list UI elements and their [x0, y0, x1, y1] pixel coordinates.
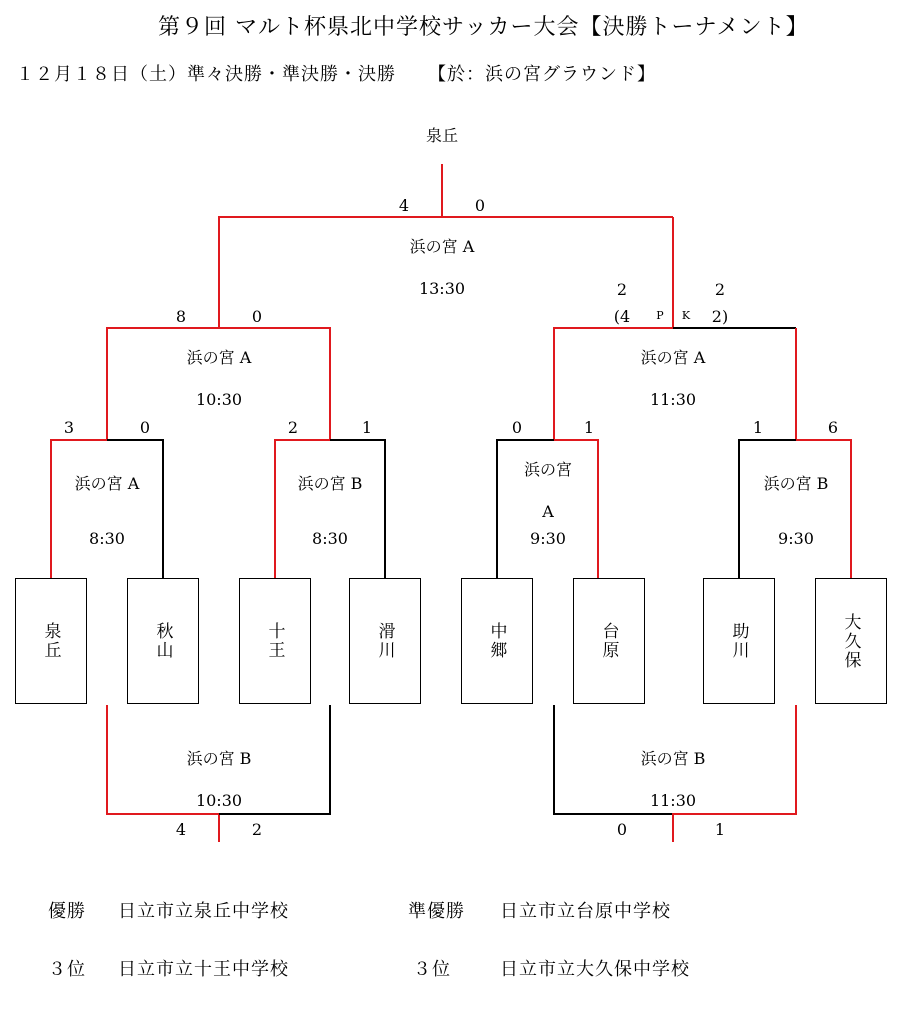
semi-right-pk-right: 2)	[711, 307, 729, 326]
qf3-score-right: 1	[583, 418, 595, 437]
team-name: 台原	[598, 622, 619, 660]
third-place-label-2: ３位	[413, 959, 451, 980]
team-name: 秋山	[152, 622, 173, 660]
team-box-juo	[239, 578, 311, 704]
qf1-loser-line	[107, 440, 163, 578]
semi-left-winner-line-2	[219, 328, 330, 440]
third-right-score-left: 0	[616, 820, 628, 839]
qf4-venue: 浜の宮 B	[763, 474, 829, 493]
semi-right-winner-line	[554, 328, 673, 440]
final-venue: 浜の宮 A	[409, 237, 475, 256]
third-left-score-left: 4	[175, 820, 187, 839]
semi-right-score-right: 2	[714, 280, 726, 299]
team-name: 泉丘	[40, 622, 61, 660]
team-box-akiyama	[127, 578, 199, 704]
team-box-nakago	[461, 578, 533, 704]
third-right-venue: 浜の宮 B	[640, 749, 706, 768]
third-right-winner-line	[673, 705, 796, 842]
team-name: 大久保	[840, 612, 861, 670]
qf1-score-left: 3	[63, 418, 75, 437]
qf3-venue-line2: A	[542, 502, 554, 521]
team-box-izumigaoka	[15, 578, 87, 704]
third-place-label-1: ３位	[48, 959, 86, 980]
runner-up-label: 準優勝	[408, 901, 465, 922]
qf4-score-right: 6	[827, 418, 839, 437]
qf3-score-left: 0	[511, 418, 523, 437]
team-box-daihara	[573, 578, 645, 704]
semi-right-pk-k: K	[681, 309, 691, 322]
champion-label: 優勝	[48, 901, 86, 922]
qf2-loser-line	[330, 440, 385, 578]
qf4-loser-line	[739, 440, 796, 578]
semi-left-score-right: 0	[251, 307, 263, 326]
champion-top-label: 泉丘	[425, 126, 459, 145]
team-box-okubo	[815, 578, 887, 704]
champion-school: 日立市立泉丘中学校	[118, 901, 289, 922]
qf2-time: 8:30	[312, 529, 348, 548]
semi-left-venue: 浜の宮 A	[186, 348, 252, 367]
semi-right-score-left: 2	[616, 280, 628, 299]
qf1-time: 8:30	[89, 529, 125, 548]
final-winner-line	[219, 164, 442, 328]
qf4-time: 9:30	[778, 529, 814, 548]
team-name: 滑川	[374, 622, 395, 660]
venue-label: 【於：浜の宮グラウンド】	[428, 64, 656, 85]
qf2-score-left: 2	[287, 418, 299, 437]
semi-left-winner-line	[107, 328, 219, 440]
qf2-winner-line	[275, 440, 330, 578]
third-left-venue: 浜の宮 B	[186, 749, 252, 768]
semi-right-time: 11:30	[649, 390, 697, 409]
third-left-time: 10:30	[195, 791, 243, 810]
qf2-score-right: 1	[361, 418, 373, 437]
qf4-winner-line	[796, 440, 851, 578]
qf3-venue-line1: 浜の宮	[523, 460, 573, 479]
qf1-score-right: 0	[139, 418, 151, 437]
final-score-left: 4	[398, 196, 410, 215]
qf4-score-left: 1	[752, 418, 764, 437]
third-left-winner-line	[107, 705, 219, 842]
qf2-venue: 浜の宮 B	[297, 474, 363, 493]
semi-left-time: 10:30	[195, 390, 243, 409]
team-box-sukegawa	[703, 578, 775, 704]
semi-right-pk-p: P	[656, 309, 664, 322]
semi-right-pk-left: (4	[613, 307, 631, 326]
date-rounds: １２月１８日（土）準々決勝・準決勝・決勝	[16, 64, 396, 85]
semi-left-score-left: 8	[175, 307, 187, 326]
third-place-school-2: 日立市立大久保中学校	[500, 959, 690, 980]
qf1-venue: 浜の宮 A	[74, 474, 140, 493]
third-right-score-right: 1	[714, 820, 726, 839]
qf3-time: 9:30	[530, 529, 566, 548]
final-score-right: 0	[474, 196, 486, 215]
third-right-time: 11:30	[649, 791, 697, 810]
third-place-school-1: 日立市立十王中学校	[118, 959, 289, 980]
semi-right-venue: 浜の宮 A	[640, 348, 706, 367]
page-title: 第９回 マルト杯県北中学校サッカー大会【決勝トーナメント】	[158, 15, 809, 40]
team-name: 十王	[264, 622, 285, 660]
final-time: 13:30	[418, 279, 466, 298]
team-box-namekawa	[349, 578, 421, 704]
qf1-winner-line	[51, 440, 107, 578]
team-name: 中郷	[486, 622, 507, 660]
team-name: 助川	[728, 622, 749, 660]
runner-up-school: 日立市立台原中学校	[500, 901, 671, 922]
third-left-score-right: 2	[251, 820, 263, 839]
